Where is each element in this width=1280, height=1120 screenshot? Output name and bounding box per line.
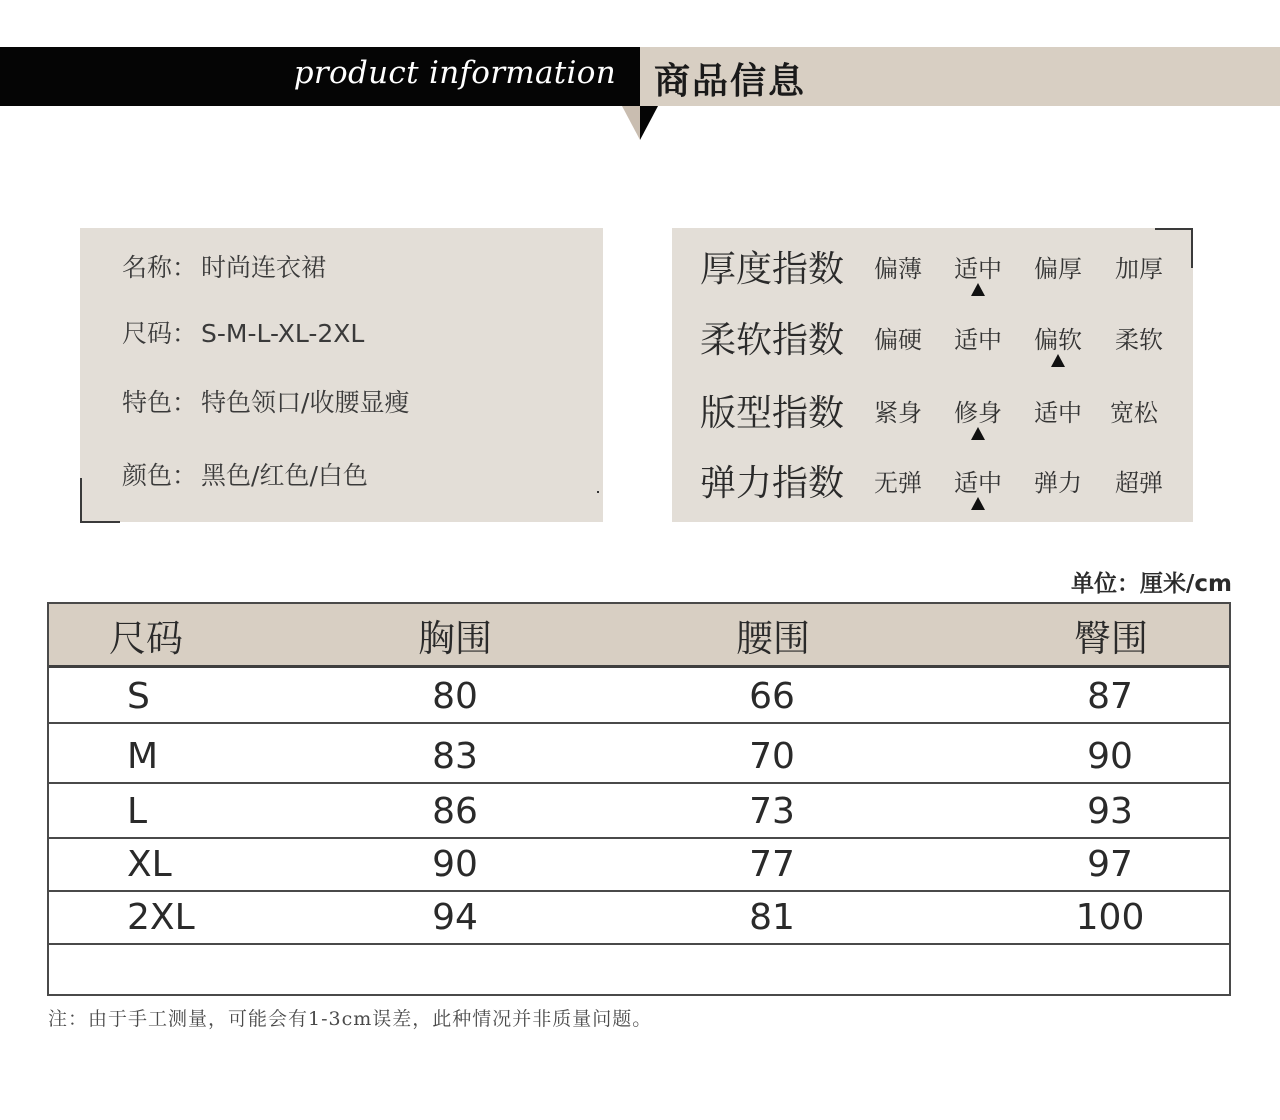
cell-hip: 93 (1087, 790, 1133, 832)
index-option: 适中 (954, 469, 1002, 497)
header-banner-dark (0, 47, 640, 106)
panel-dot-decoration (597, 491, 599, 493)
header-banner-light (640, 47, 1280, 106)
index-option: 弹力 (1034, 469, 1082, 497)
cell-size: 2XL (127, 896, 195, 938)
index-marker-icon (971, 283, 985, 296)
table-row (49, 730, 1229, 784)
table-row (49, 891, 1229, 945)
index-option: 适中 (954, 326, 1002, 354)
cell-waist: 73 (749, 790, 795, 832)
cell-waist: 81 (749, 896, 795, 938)
panel-corner-decoration (1155, 228, 1193, 268)
table-header (49, 604, 1229, 668)
cell-chest: 90 (432, 843, 478, 885)
product-info-panel (80, 228, 603, 522)
cell-hip: 100 (1075, 896, 1145, 938)
cell-size: XL (127, 843, 172, 885)
index-row-thickness (672, 241, 1193, 301)
index-option: 柔软 (1115, 326, 1163, 354)
index-option: 宽松 (1110, 399, 1158, 427)
cell-size: S (127, 675, 150, 717)
index-option: 超弹 (1115, 469, 1163, 497)
index-option: 偏厚 (1034, 255, 1082, 283)
info-label: 名称： (122, 253, 198, 282)
cell-chest: 83 (432, 735, 478, 777)
info-row-size (122, 314, 364, 350)
index-option: 适中 (1034, 399, 1082, 427)
info-label: 特色： (122, 388, 198, 417)
info-value: 时尚连衣裙 (201, 253, 327, 282)
cell-waist: 77 (749, 843, 795, 885)
index-row-fit (672, 385, 1193, 445)
index-option: 无弹 (874, 469, 922, 497)
info-row-name (122, 248, 326, 284)
header-chest: 胸围 (418, 616, 492, 660)
cell-hip: 97 (1087, 843, 1133, 885)
cell-size: M (127, 735, 159, 777)
info-label: 尺码： (122, 319, 198, 348)
index-marker-icon (1051, 354, 1065, 367)
table-row (49, 838, 1229, 892)
info-row-feature (122, 383, 409, 419)
cell-chest: 94 (432, 896, 478, 938)
index-marker-icon (971, 427, 985, 440)
cell-chest: 80 (432, 675, 478, 717)
header-fold-shadow (622, 106, 640, 140)
info-value: 特色领口/收腰显瘦 (201, 388, 410, 417)
header-size: 尺码 (109, 616, 183, 660)
index-row-elasticity (672, 455, 1193, 515)
table-row (49, 785, 1229, 839)
index-marker-icon (971, 497, 985, 510)
info-row-color (122, 456, 368, 492)
index-option: 紧身 (874, 399, 922, 427)
index-option: 偏薄 (874, 255, 922, 283)
index-title: 柔软指数 (700, 320, 845, 361)
cell-waist: 66 (749, 675, 795, 717)
cell-chest: 86 (432, 790, 478, 832)
info-value: S-M-L-XL-2XL (201, 319, 365, 348)
index-option: 适中 (954, 255, 1002, 283)
index-title: 版型指数 (700, 393, 845, 434)
index-option: 偏硬 (874, 326, 922, 354)
index-option: 偏软 (1034, 326, 1082, 354)
header-hip: 臀围 (1074, 616, 1148, 660)
index-title: 厚度指数 (700, 249, 845, 290)
index-option: 修身 (954, 399, 1002, 427)
info-value: 黑色/红色/白色 (201, 461, 368, 490)
table-row (49, 670, 1229, 724)
index-title: 弹力指数 (700, 463, 845, 504)
measurement-note: 注：由于手工测量，可能会有1-3cm误差，此种情况并非质量问题。 (48, 1008, 653, 1030)
info-label: 颜色： (122, 461, 198, 490)
header-fold-pointer (640, 106, 658, 140)
header-cn-title: 商品信息 (654, 61, 807, 102)
unit-label: 单位：厘米/cm (1071, 571, 1232, 597)
fabric-index-panel (672, 228, 1193, 522)
cell-waist: 70 (749, 735, 795, 777)
index-option: 加厚 (1115, 255, 1163, 283)
cell-hip: 87 (1087, 675, 1133, 717)
size-table (47, 602, 1231, 996)
header-en-title: product information (293, 55, 616, 91)
cell-size: L (127, 790, 148, 832)
index-row-softness (672, 312, 1193, 372)
header-waist: 腰围 (736, 616, 810, 660)
cell-hip: 90 (1087, 735, 1133, 777)
panel-corner-decoration (80, 478, 120, 523)
